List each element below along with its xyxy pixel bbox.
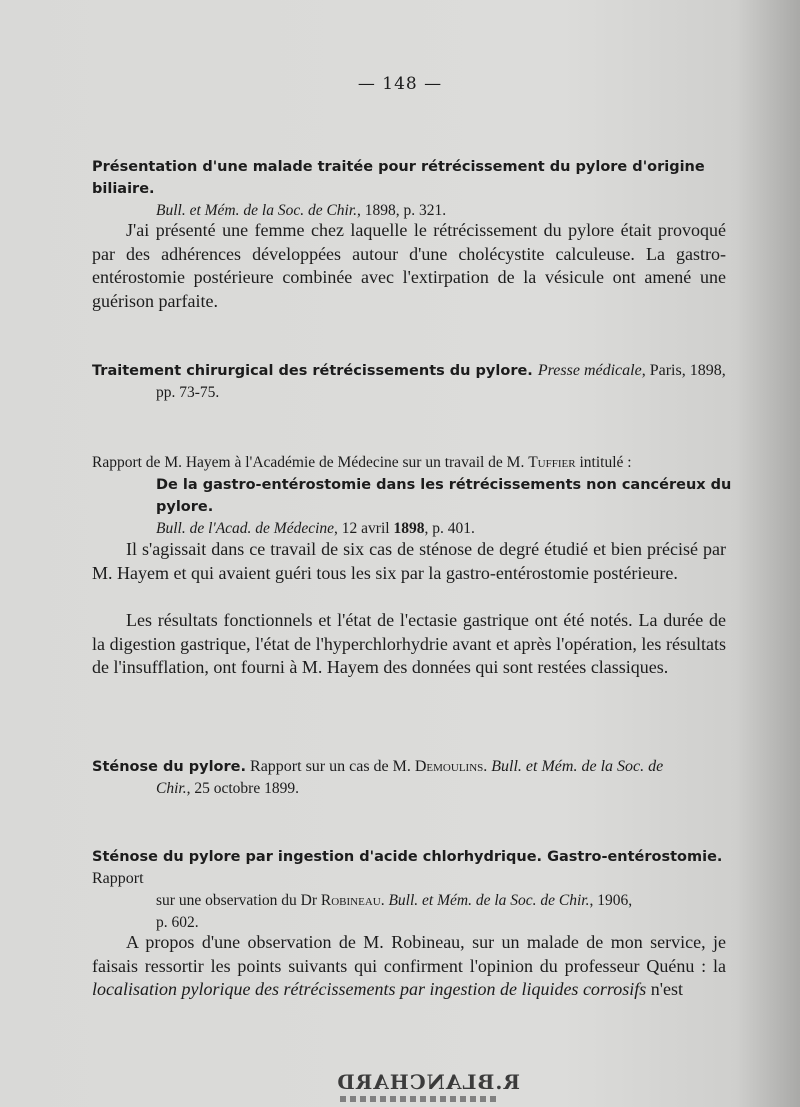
bibliography-entry-1 [92, 156, 738, 222]
reference-page: p. 602. [156, 914, 199, 931]
paragraph-3: Les résultats fonctionnels et l'état de l'ectasie gastrique ont été notés. La durée de la digestion gastrique, l'état de l'hyperchlorhydrie avant et après l'opération, les résultats de l'insufflation, ont fourni à M. Hayem des données qui sont restées classiques. [92, 610, 726, 677]
author-name: Tuffier [528, 454, 576, 471]
entry-title: De la gastro-entérostomie dans les rétrécissements non cancéreux du pylore. [156, 477, 732, 515]
separator: . [380, 892, 389, 909]
paragraph-2: Il s'agissait dans ce travail de six cas de sténose de degré étudié et bien précisé par M. Hayem et qui avaient guéri tous les six par la gastro-entérostomie postérieure. [92, 539, 726, 583]
entry-reference [92, 778, 738, 800]
paragraph-4 [92, 931, 726, 1002]
reference-journal: Bull. de l'Acad. de Médecine [156, 520, 335, 537]
bibliography-entry-2 [92, 360, 738, 404]
entry-title [92, 756, 738, 778]
paragraph-1: J'ai présenté une femme chez laquelle le rétrécissement du pylore était provoqué par des adhérences développées autour d'une cholécystite calculeuse. La gastro-entérostomie postérieure combinée avec l'extirpation de la vésicule ont amené une guérison parfaite. [92, 220, 726, 311]
rapport-word: Rapport [92, 870, 144, 887]
stamp-smudge [340, 1096, 500, 1102]
entry-reference [92, 518, 738, 540]
entry-title-text: Sténose du pylore. [92, 759, 247, 775]
rapport-text: Rapport de M. Hayem à l'Académie de Médecine sur un travail de M. [92, 454, 529, 471]
bibliography-entry-5 [92, 846, 738, 934]
rapport-text: Rapport sur un cas de M. [246, 758, 415, 775]
bibliography-entry-3 [92, 452, 738, 540]
rapport-text: sur une observation du Dr [156, 892, 321, 909]
reference-journal: Bull. et Mém. de la Soc. de Chir. [388, 892, 590, 909]
paragraph-4-italic: localisation pylorique des rétrécissements par ingestion de liquides corrosifs [92, 979, 647, 999]
reference-year: 1898 [393, 520, 425, 537]
reference-pages: pp. 73-75. [156, 384, 220, 401]
entry-title: Présentation d'une malade traitée pour rétrécissement du pylore d'origine biliaire. [92, 159, 705, 197]
entry-title-text: Traitement chirurgical des rétrécissements du pylore. [92, 363, 533, 379]
bibliography-entry-4 [92, 756, 738, 800]
author-name: Demoulins [414, 758, 484, 775]
reference-details: , Paris, 1898, [641, 362, 726, 379]
entry-title [92, 846, 738, 890]
entry-title [92, 360, 738, 382]
paragraph-4-text: A propos d'une observation de M. Robineau, sur un malade de mon service, je faisais ressortir les points suivants qui confirment l'opinion du professeur Quénu : la [92, 932, 726, 976]
reference-journal: Presse médicale [537, 362, 642, 379]
author-name: Robineau [320, 892, 381, 909]
rapport-text-end: intitulé : [575, 454, 632, 471]
reference-date: , 12 avril [334, 520, 394, 537]
reference-journal: Bull. et Mém. de la Soc. de [491, 758, 664, 775]
separator: . [483, 758, 492, 775]
entry-reference [92, 890, 738, 912]
reference-date: , 25 octobre 1899. [186, 780, 299, 797]
reference-details: , 1898, p. 321. [357, 202, 447, 219]
rapport-line [92, 452, 738, 474]
reference-journal-end: Chir. [156, 780, 187, 797]
reference-journal: Bull. et Mém. de la Soc. de Chir. [156, 202, 358, 219]
library-stamp: R.BLANCHARD [336, 1070, 520, 1094]
reference-page: , p. 401. [424, 520, 475, 537]
reference-year: , 1906, [589, 892, 633, 909]
paragraph-4-end: n'est [646, 979, 684, 999]
entry-title-text: Sténose du pylore par ingestion d'acide chlorhydrique. Gastro-entérostomie. [92, 849, 723, 865]
page-number: — 148 — [357, 74, 443, 94]
